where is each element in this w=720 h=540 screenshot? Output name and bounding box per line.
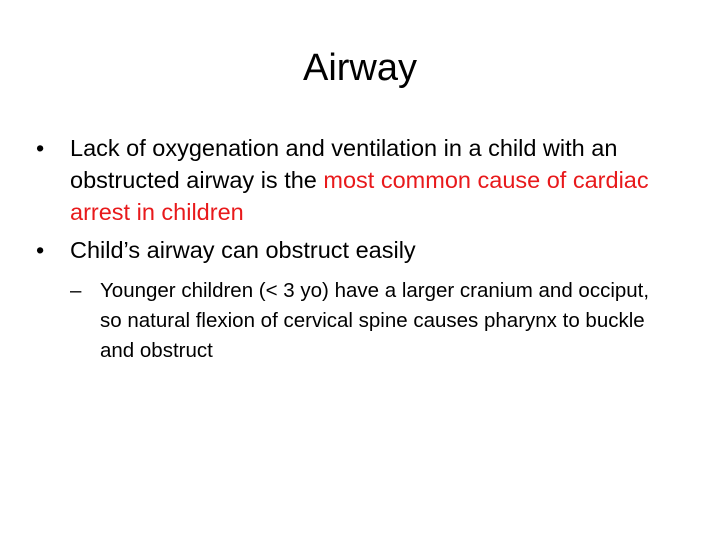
- bullet-list: [36, 132, 676, 372]
- slide-title: Airway: [302, 47, 418, 89]
- bullet-highlight-text: most common cause of cardiac arrest in children: [70, 167, 649, 225]
- bullet-icon: •: [36, 135, 45, 161]
- bullet-icon: •: [36, 237, 45, 263]
- bullet-item-oxygenation: [36, 132, 676, 228]
- bullet-text: Lack of oxygenation and ventilation in a child with an obstructed airway is the: [70, 135, 618, 193]
- bullet-item-obstruct: [36, 234, 676, 366]
- sub-bullet-item-younger-children: [70, 276, 676, 366]
- dash-icon: –: [70, 279, 82, 302]
- sub-bullet-text: Younger children (< 3 yo) have a larger cranium and occiput, so natural flexion of cervical spine causes pharynx to buckle and obstruct: [100, 279, 650, 362]
- bullet-text: Child’s airway can obstruct easily: [70, 237, 416, 263]
- sub-bullet-list: [70, 276, 676, 366]
